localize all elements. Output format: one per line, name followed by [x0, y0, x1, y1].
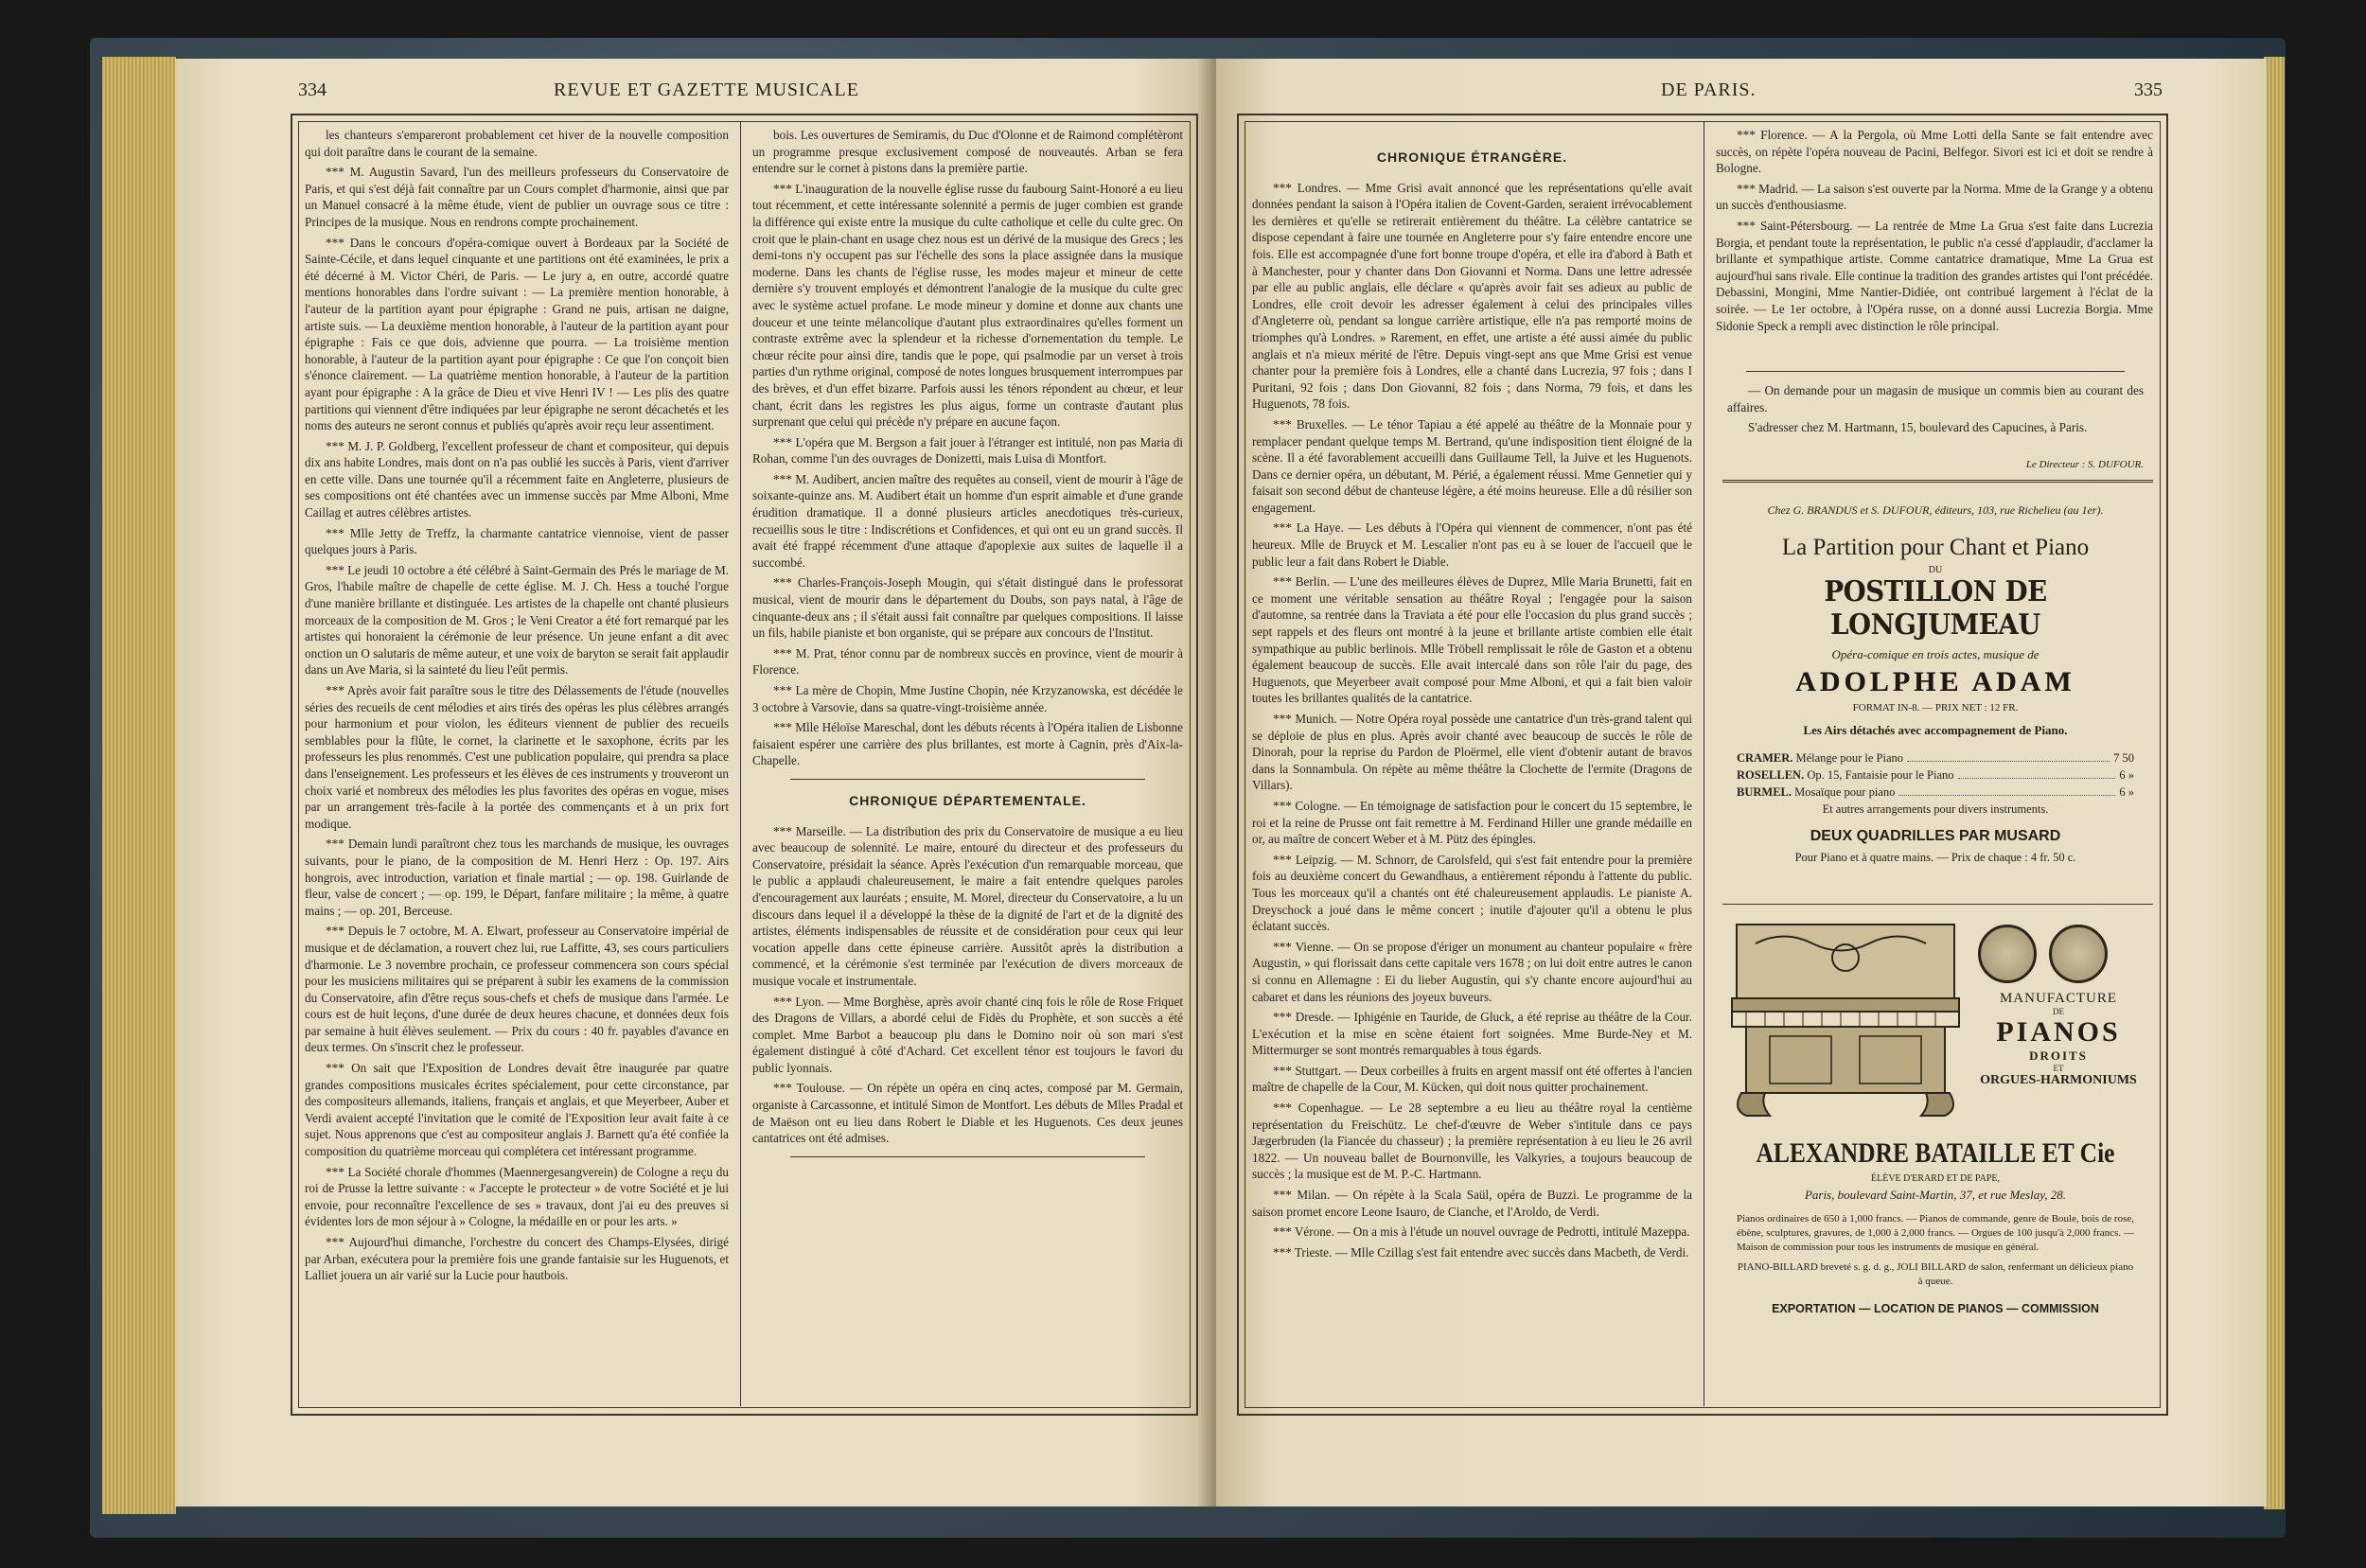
paragraph: *** Lyon. — Mme Borghèse, après avoir chanté cinq fois le rôle de Rose Friquet des Dragons de Villars, a abordé celui de Fidès du Prophète, et son succès a été complet. Mme Barbot a beaucoup plu dans le Domino noir où son mari s'est également distingué à côté d'Achard. Cet excellent ténor est toujours le favori du public lyonnais. — [752, 994, 1183, 1075]
partition-line: La Partition pour Chant et Piano — [1781, 535, 2090, 560]
section-heading: CHRONIQUE ÉTRANGÈRE. — [1376, 150, 1568, 165]
et-label: ET — [2053, 1064, 2064, 1073]
paragraph: *** Londres. — Mme Grisi avait annoncé que les représentations qu'elle avait données pendant la saison à l'Opéra italien de Covent-Garden, seraient irrévocablement les dernières et qu'elle se retirerait entièrement du théâtre. La célèbre cantatrice se dispose cependant à faire une tournée en Angleterre pour s'y faire entendre encore une fois. Elle est accompagnée d'une fort bonne troupe d'opéra, et elle ira d'abord à Bath et à Manchester, pour y chanter dans Don Giovanni et Norma. Dans une lettre adressée par elle au public anglais, elle déclare « qu'après avoir fait ses adieux au public de Londres, elle croit devoir les adresser également à celui des principales villes d'Angleterre où, pendant sa longue carrière artistique, elle n'a pas remporté moins de triomphes qu'à Londres. » Rarement, en effet, une artiste a été aussi aimée du public anglais et n'a mieux mérité de l'être. Depuis vingt-sept ans que Mme Grisi est venue chanter pour la première fois à Londres, elle a chanté dans Lucrezia, 97 fois ; dans I Puritani, 92 fois ; dans Don Giovanni, 82 fois ; dans Norma, 79 fois, et dans les Huguenots, 78 fois. — [1252, 180, 1692, 412]
ad-items — [1718, 749, 2153, 801]
maker-billard: PIANO-BILLARD breveté s. g. d. g., JOLI BILLARD de salon, renfermant un délicieux piano à queue. — [1737, 1261, 2134, 1287]
ad-composer: ADOLPHE ADAM — [1795, 666, 2075, 697]
maker-name: ALEXANDRE BATAILLE ET Cie — [1756, 1137, 2115, 1169]
paragraph: *** Trieste. — Mlle Czillag s'est fait entendre avec succès dans Macbeth, de Verdi. — [1273, 1244, 1689, 1260]
paragraph: *** Milan. — On répète à la Scala Saül, opéra de Buzzi. Le programme de la saison promet encore Leone Isauro, de Cianche, et l'Aroldo, de Verdi. — [1252, 1188, 1692, 1219]
right-running-head: DE PARIS. — [1661, 79, 1757, 100]
paragraph: *** M. Augustin Savard, l'un des meilleurs professeurs du Conservatoire de Paris, et qui s'est déjà fait connaître par un Cours complet d'harmonie, ainsi que par un Manuel consacré à la même étude, vient de publier un ouvrage sous ce titre : Principes de la musique. Nous en rendrons compte prochainement. — [305, 165, 729, 229]
paragraph: *** Vérone. — On a mis à l'étude un nouvel ouvrage de Pedrotti, intitulé Mazeppa. — [1273, 1224, 1690, 1240]
right-page-number: 335 — [2134, 79, 2163, 100]
right-column-1 — [1252, 136, 1692, 1404]
ad-item-desc: Op. 15, Fantaisie pour le Piano — [1807, 768, 1954, 782]
ad-quadrilles: DEUX QUADRILLES PAR MUSARD — [1810, 828, 2061, 844]
paragraph: *** On sait que l'Exposition de Londres devait être inaugurée par quatre grandes compositions musicales écrites spécialement, pour cette circonstance, par des compositeurs allemands, italiens, français et anglais, et que Meyerbeer, Auber et Verdi avaient accepté l'invitation que le comité de l'Exposition leur avait faite à ce sujet. Nous apprenons que c'est au compositeur anglais J. Barnett qu'a été confiée la composition du quatrième morceau qui complétera cet intéressant programme. — [305, 1061, 729, 1159]
ad-quadrilles-desc: Pour Piano et à quatre mains. — Prix de chaque : 4 fr. 50 c. — [1794, 851, 2076, 864]
left-column-rule — [740, 121, 741, 1406]
piano-illustration — [1727, 915, 1964, 1123]
paragraph: *** Demain lundi paraîtront chez tous les marchands de musique, les ouvrages suivants, pour le piano, de la composition de M. Henri Herz : Op. 197. Airs hongrois, avec introduction, variation et finale martial ; — op. 198. Guirlande de fleur, valse de concert ; — op. 199, le Départ, fanfare militaire ; la même, à quatre mains ; — op. 201, Berceuse. — [305, 837, 729, 918]
paragraph: *** Aujourd'hui dimanche, l'orchestre du concert des Champs-Elysées, dirigé par Arban, exécutera pour la première fois une grande fantaisie sur les Huguenots, et Lalliet jouera un air varié sur la Lucie pour hautbois. — [305, 1235, 729, 1283]
ad-item-desc: Mélange pour le Piano — [1795, 751, 1904, 765]
ad-airs: Les Airs détachés avec accompagnement de Piano. — [1803, 723, 2068, 737]
droits-label: DROITS — [2029, 1048, 2088, 1063]
left-page — [175, 59, 1216, 1506]
maker-eleve: ÉLÈVE D'ERARD ET DE PAPE, — [1871, 1173, 2000, 1184]
ad-item-name: BURMEL. — [1737, 785, 1792, 799]
paragraph: *** Dresde. — Iphigénie en Tauride, de Gluck, a été reprise au théâtre de la Cour. L'exécution et la mise en scène étaient fort soignées. Mme Burde-Ney et M. Mittermurger se sont montrés remarquables à tous égards. — [1252, 1010, 1692, 1058]
paragraph: *** Copenhague. — Le 28 septembre a eu lieu au théâtre royal la centième représentation du Freischütz. Le chef-d'œuvre de Weber s'intitule dans ce pays Jægerbruden (la Fiancée du chasseur) ; la première représentation à eu lieu le 26 avril 1822. — Un nouveau ballet de Bournonville, les Valkyries, a toujours beaucoup de succès ; la musique est de M. P.-C. Hartmann. — [1252, 1101, 1692, 1182]
paragraph: *** M. Audibert, ancien maître des requêtes au conseil, vient de mourir à l'âge de soixante-quinze ans. M. Audibert était un homme d'un esprit aimable et d'une grande érudition dramatique. Il a donné plusieurs articles anecdotiques très-curieux, recueillis sous le titre : Indiscrétions et Confidences, et qui ont eu un grand succès. Il avait été frappé récemment d'une attaque d'apoplexie aux suites de laquelle il a succombé. — [752, 471, 1183, 570]
ad-item — [1737, 784, 2134, 801]
right-column-2-news — [1716, 127, 2153, 363]
paragraph: *** Toulouse. — On répète un opéra en cinq actes, composé par M. Germain, organiste à Carcassonne, et intitulé Simon de Montfort. Les débuts de Mlles Pradal et de Maëson ont eu lieu dans Robert le Diable et les Huguenots. Ces deux jeunes cantatrices ont été admises. — [752, 1081, 1183, 1146]
ad-others: Et autres arrangements pour divers instruments. — [1822, 802, 2049, 816]
ad-item-price: 6 » — [2119, 785, 2134, 799]
pianos-label: PIANOS — [1996, 1016, 2121, 1048]
paragraph: *** Mlle Jetty de Treffz, la charmante cantatrice viennoise, vient de passer quelques jours à Paris. — [305, 525, 729, 557]
paragraph: *** Madrid. — La saison s'est ouverte par la Norma. Mme de la Grange y a obtenu un succès d'enthousiasme. — [1716, 181, 2153, 213]
piano-drawing — [1727, 915, 1964, 1123]
medal-1 — [1978, 925, 2037, 983]
ad-item — [1737, 766, 2134, 784]
paragraph: *** Depuis le 7 octobre, M. A. Elwart, professeur au Conservatoire impérial de musique et de déclamation, a rouvert chez lui, rue Laffitte, 43, ses cours particuliers d'harmonie. Le 3 novembre prochain, ce professeur commencera son cours spécial pour les musiciens militaires qui se préparent à subir les examens de la commission du Conservatoire, afin d'être reçus sous-chefs et chefs de musique dans l'armée. Le cours est de huit leçons, d'une durée de deux heures chacune, et données deux fois par semaine à huit élèves seulement. — Prix du cours : 40 fr. payables d'avance en deux termes. On s'inscrit chez le professeur. — [305, 924, 729, 1055]
medal-2 — [2049, 925, 2108, 983]
paragraph: *** Charles-François-Joseph Mougin, qui s'était distingué dans le professorat musical, vient de mourir dans le département du Doubs, son pays natal, à l'âge de cinquante-deux ans ; il s'était aussi fait connaître par quelques compositions. Il laisse un fils, habile pianiste et bon organiste, qui se prépare aux concours de l'Institut. — [752, 575, 1183, 641]
notice-text: — On demande pour un magasin de musique un commis bien au courant des affaires. — [1727, 383, 2144, 414]
ad-subtitle: Opéra-comique en trois actes, musique de — [1831, 647, 2039, 661]
notice-address: S'adresser chez M. Hartmann, 15, boulevard des Capucines, à Paris. — [1748, 420, 2088, 435]
paragraph: *** La mère de Chopin, Mme Justine Chopin, née Krzyzanowska, est décédée le 3 octobre à Varsovie, dans sa quatre-vingt-troisième année. — [752, 683, 1183, 714]
paragraph: *** M. Prat, ténor connu par de nombreux succès en province, vient de mourir à Florence. — [752, 645, 1183, 678]
pianos-block — [1964, 991, 2153, 1088]
notice-divider — [1746, 371, 2125, 372]
ad-item-name: CRAMER. — [1737, 751, 1793, 765]
du-line: DU — [1928, 565, 1943, 575]
paragraph: *** Après avoir fait paraître sous le titre des Délassements de l'étude (nouvelles séries des recueils de cent mélodies et airs tirés des opéras les plus célèbres arrangés pour harmonium et pour violon, les éditeurs viennent de publier des recueils semblables pour la flûte, le cornet, la clarinette et le saxophone, écrits par les professeurs les plus renommés. C'est une publication populaire, qui prendra sa place dans l'enseignement. Les professeurs et les élèves de ces instruments y trouveront un choix varié et nombreux des mélodies les plus favorites des opéras en vogue, mises par un arrangement très-facile à la portée des commençants et à un prix fort modique. — [305, 683, 729, 831]
right-page-edges — [2264, 57, 2285, 1509]
paragraph: *** Munich. — Notre Opéra royal possède une cantatrice d'un très-grand talent qui se déploie de plus en plus. Après avoir chanté avec beaucoup de succès le rôle de Dinorah, pour la reprise du Pardon de Ploërmel, elle vient d'obtenir autant de bravos dans la Sonnambula. On répète au même théâtre la Clochette de l'ermite (Dragons de Villars). — [1252, 712, 1692, 793]
left-page-edges — [102, 57, 176, 1514]
left-running-head: REVUE ET GAZETTE MUSICALE — [554, 79, 859, 100]
maker-address: Paris, boulevard Saint-Martin, 37, et rue Meslay, 28. — [1804, 1188, 2067, 1202]
paragraph: *** La Haye. — Les débuts à l'Opéra qui viennent de commencer, n'ont pas été heureux. Mlle de Bruyck et M. Lescalier n'ont pas eu à se louer de l'accueil que le public leur a fait dans Robert le Diable. — [1252, 520, 1692, 569]
manufacture-label: MANUFACTURE — [1999, 991, 2118, 1006]
paragraph: *** L'inauguration de la nouvelle église russe du faubourg Saint-Honoré a eu lieu tout récemment, et cette intéressante solennité a permis de juger combien est grande la différence qui existe entre la musique du culte catholique et celle du culte grec. On croit que le plain-chant en usage chez nous est un dérivé de la musique des Grecs ; les demi-tons n'y occupent pas sur l'échelle des sons la place assignée dans la musique moderne. Dans les chants de l'église russe, les modes majeur et mineur de cette dernière s'y trouvent employés et démontrent l'analogie de la musique du culte grec avec le système actuel profane. Le mode mineur y domine et donne aux chants une douceur et une teinte mélancolique d'autant plus extraordinaires qu'elles forment un contraste extrême avec la splendeur et la richesse d'ornementation du temple. Le chœur récite pour ainsi dire, tandis que le pope, qui psalmodie par un verset à trois parties d'un rythme original, composé de notes longues brusquement interrompues par des brèves, et d'un effet bizarre. Parfois aussi les ténors répondent au chœur, et leur chant, écrit dans les registres les plus aigus, forme un contraste d'autant plus surprenant que celui qui précède n'y prépare en aucune façon. — [752, 181, 1183, 430]
right-page — [1216, 59, 2267, 1506]
paragraph: bois. Les ouvertures de Semiramis, du Duc d'Olonne et de Raimond complétèront un programme presque exclusivement composé de nouveautés. Arban se fera entendre sur le cornet à pistons dans la première partie. — [752, 128, 1183, 176]
publisher-line: Chez G. BRANDUS et S. DUFOUR, éditeurs, 103, rue Richelieu (au 1er). — [1767, 503, 2104, 517]
paragraph: *** Stuttgart. — Deux corbeilles à fruits en argent massif ont été offertes à l'ancien maître de chapelle de la Cour, M. Kücken, qui doit nous quitter prochainement. — [1252, 1063, 1692, 1095]
piano-maker-block — [1718, 1137, 2153, 1315]
maker-desc: Pianos ordinaires de 650 à 1,000 francs. — Pianos de commande, genre de Boule, bois de rose, ébène, sculptures, gravures, de 1,000 à 2,000 francs. — Orgues de 100 jusqu'à 2,000 francs. — Maison de commission pour tous les instruments de musique en général. — [1737, 1213, 2134, 1253]
paragraph: *** Saint-Pétersbourg. — La rentrée de Mme La Grua s'est faite dans Lucrezia Borgia, et pendant toute la représentation, le public n'a cessé d'applaudir, d'acclamer la brillante et sympathique artiste. Comme cantatrice dramatique, Mme La Grua est aujourd'hui sans rivale. Elle continue la tradition des grandes artistes qui l'ont précédée. Debassini, Mongini, Mme Nantier-Didiée, ont contribué largement à l'éclat de la soirée. — Le 1er octobre, à l'Opéra russe, on a donné aussi Lucrezia Borgia. Mme Sidonie Speck a rempli avec distinction le rôle principal. — [1716, 218, 2153, 333]
paragraph: *** L'opéra que M. Bergson a fait jouer à l'étranger est intitulé, non pas Maria di Rohan, comme l'un des ouvrages de Donizetti, mais Luisa di Montfort. — [752, 434, 1183, 467]
paragraph: *** Florence. — A la Pergola, où Mme Lotti della Sante se fait entendre avec succès, on répète l'opéra nouveau de Pacini, Belfegor. Sivori est ici et doit se rendre à Bologne. — [1716, 128, 2153, 176]
paragraph: *** Leipzig. — M. Schnorr, de Carolsfeld, qui s'est fait entendre pour la première fois au deuxième concert du Gewandhaus, a entièrement répondu à l'attente du public. Tous les morceaux qu'il a chantés ont été chaleureusement applaudis. Le pianiste A. Dreyschock a joué dans le même concert ; inutile d'ajouter qu'il a obtenu le plus éclatant succès. — [1252, 852, 1692, 934]
publisher-ad — [1718, 503, 2153, 865]
ad-item-price: 6 » — [2119, 768, 2134, 782]
maker-footer: EXPORTATION — LOCATION DE PIANOS — COMMISSION — [1772, 1302, 2099, 1315]
paragraph: *** Vienne. — On se propose d'ériger un monument au chanteur populaire « frère Augustin, » qui florissait dans cette capitale vers 1678 ; on lui doit entre autres le canon si connu en Allemagne : Ei du lieber Augustin, qui s'y chante encore aujourd'hui au cabaret et dans les réunions des joyeux buveurs. — [1252, 939, 1692, 1004]
paragraph: *** Le jeudi 10 octobre a été célébré à Saint-Germain des Prés le mariage de M. Gros, l'habile maître de chapelle de cette église. M. J. Ch. Hess a touché l'orgue d'une manière brillante et distinguée. Les artistes de la chapelle ont chanté plusieurs morceaux de la composition de M. Gros ; le Veni Creator a été fort remarqué par les artistes qui honoraient la cérémonie de leur présence. Un jeune enfant a dit avec onction un O salutaris de même auteur, et une voix de baryton se serait fait applaudir dans un Ave Maria, si la sainteté du lieu l'eût permis. — [305, 562, 729, 678]
paragraph: les chanteurs s'empareront probablement cet hiver de la nouvelle composition qui doit paraître dans le courant de la semaine. — [305, 128, 729, 159]
left-column-2 — [752, 127, 1183, 1404]
ad-item-name: ROSELLEN. — [1737, 768, 1805, 782]
orgues-label: ORGUES-HARMONIUMS — [1980, 1073, 2137, 1087]
paragraph: *** M. J. P. Goldberg, l'excellent professeur de chant et compositeur, qui depuis dix ans habite Londres, mais dont on n'a pas oublié les succès à Paris, vient d'arriver en cette ville. Dans une tournée qu'il a récemment faite en Angleterre, plusieurs de ses compositions ont été chantées avec un immense succès par Mme Alboni, Mme Caillag et autres célèbres artistes. — [305, 438, 729, 520]
paragraph: *** Dans le concours d'opéra-comique ouvert à Bordeaux par la Société de Sainte-Cécile, et dans lequel cinquante et une partitions ont été examinées, le prix a été décerné à M. Victor Chéri, de Paris. — Le jury a, en outre, accordé quatre mentions honorables dans l'ordre suivant : — La première mention honorable, à l'auteur de la partition ayant pour épigraphe : Grand ne puis, artisan ne daigne, artiste suis. — La deuxième mention honorable, à l'auteur de la partition ayant pour épigraphe : Fais ce que dois, advienne que pourra. — La troisième mention honorable, à l'auteur de la partition ayant pour épigraphe : Ce que l'on conçoit bien s'énonce clairement. — La quatrième mention honorable, à l'auteur de la partition ayant pour épigraphe : A la grâce de Dieu et vive Henri IV ! — Les plis des quatre partitions qui viennent d'être indiquées par leur épigraphe ne seront décachetés et les noms des auteurs ne seront connus et publiés qu'après avoir reçu leur assentiment. — [305, 235, 729, 433]
ad-divider — [1722, 480, 2153, 483]
left-page-number: 334 — [298, 79, 327, 100]
paragraph: *** Cologne. — En témoignage de satisfaction pour le concert du 15 septembre, le roi et la reine de Prusse ont fait remettre à M. Ferdinand Hiller une grande médaille en or, au maître de concert Weber et à M. Pütz des épingles. — [1252, 798, 1692, 847]
section-divider — [790, 1156, 1145, 1157]
de-label: DE — [2053, 1007, 2064, 1016]
director-line: Le Directeur : S. DUFOUR. — [2025, 459, 2144, 470]
paragraph: *** Bruxelles. — Le ténor Tapiau a été appelé au théâtre de la Monnaie pour y remplacer pendant quelque temps M. Bertrand, qu'une indisposition tient éloigné de la scène. Il a été favorablement accueilli dans Guillaume Tell, la Juive et les Huguenots. Dans ce dernier opéra, un débutant, M. Périé, a également réussi. Mme Gennetier qui y faisait son second début de chanteuse légère, a été moins heureuse. Elle a dû résilier son engagement. — [1252, 416, 1692, 515]
ad-item-price: 7 50 — [2113, 751, 2134, 765]
ad-title: POSTILLON DE LONGJUMEAU — [1824, 575, 2047, 642]
ad-item — [1737, 749, 2134, 766]
paragraph: *** Berlin. — L'une des meilleures élèves de Duprez, Mlle Maria Brunetti, fait en ce moment une véritable sensation au théâtre Royal ; l'engagée pour la saison d'automne, sa rentrée dans la Traviata a été pour elle l'occasion du plus grand succès ; sept rappels et des fleurs ont montré à la jeune et brillante artiste combien elle était sympathique au public berlinois. Mlle Tröbell remplissait le rôle de Gaston et a obtenu également beaucoup de succès. Elle avait intercalé dans son rôle l'air du page, des Huguenots, que Meyerbeer avait composé pour Mme Alboni, et qui a fait bien valoir toutes les brillantes qualités de la cantatrice. — [1252, 574, 1692, 706]
paragraph: *** Marseille. — La distribution des prix du Conservatoire de musique a eu lieu avec beaucoup de solennité. Le maire, entouré du directeur et des professeurs du Conservatoire, présidait la séance. Après l'exécution d'un remarquable morceau, que le public a applaudi chaleureusement, le maire a fait entendre quelques paroles d'encouragement aux lauréats ; ensuite, M. Morel, directeur du Conservatoire, a lu un discours dans lequel il a développé la thèse de la dignité de l'art et de la dignité des artistes, éléments indispensables de réussite et de considération pour ceux qui leur vocation appelle dans cette épineuse carrière. Aussitôt après la distribution a commencé, et la cérémonie s'est terminée par l'exécution de divers morceaux de musique vocale et instrumentale. — [752, 823, 1183, 988]
section-heading: CHRONIQUE DÉPARTEMENTALE. — [849, 792, 1086, 808]
job-notice — [1727, 382, 2144, 449]
left-column-1 — [305, 127, 729, 1404]
ad-item-desc: Mosaïque pour piano — [1794, 785, 1896, 799]
section-divider — [790, 779, 1145, 780]
ad-divider — [1722, 904, 2153, 905]
ad-format: FORMAT IN-8. — PRIX NET : 12 FR. — [1852, 702, 2019, 714]
paragraph: *** Mlle Héloïse Mareschal, dont les débuts récents à l'Opéra italien de Lisbonne faisaient espérer une carrière des plus brillantes, est morte à Cagnin, près d'Aix-la-Chapelle. — [752, 720, 1183, 768]
paragraph: *** La Société chorale d'hommes (Maennergesangverein) de Cologne a reçu du roi de Prusse la lettre suivante : « J'accepte le protecteur » de votre Société et je lui envoie, pour reconnaître l'excellence de ses » travaux, dont j'ai eu des preuves si évidentes lors de mon séjour à » Cologne, la médaille en or pour les arts. » — [305, 1164, 729, 1229]
